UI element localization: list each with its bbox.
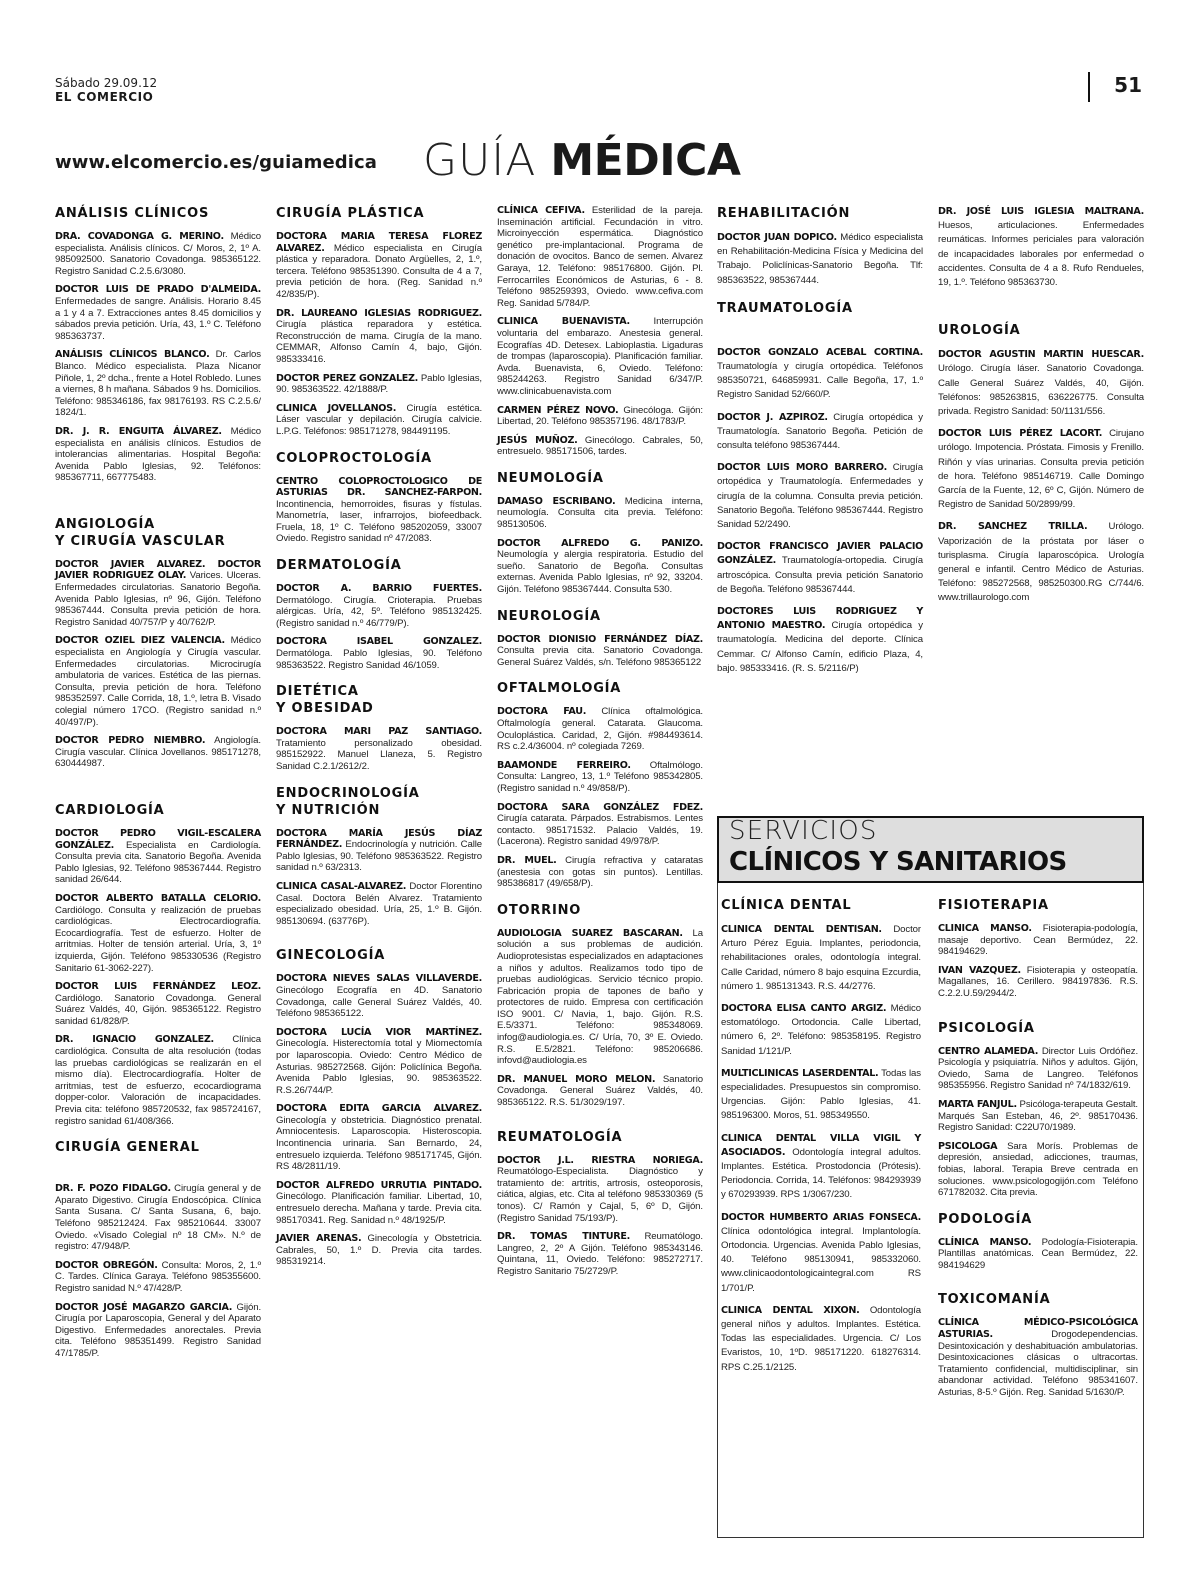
listing-name: DR. TOMAS TINTURE.	[497, 1231, 630, 1243]
section-heading-rehabilitacion: REHABILITACIÓN	[717, 206, 851, 221]
listing-entry	[497, 706, 703, 752]
page-title-bold: MÉDICA	[550, 135, 741, 186]
listing-name: DRA. COVADONGA G. MERINO.	[55, 231, 224, 242]
section-heading-line: DIETÉTICA	[276, 684, 359, 700]
section-heading-cirugia-general: CIRUGÍA GENERAL	[55, 1140, 200, 1156]
listing-name: CLINICA CASAL-ALVAREZ.	[276, 880, 407, 892]
section-heading-toxicomania: TOXICOMANÍA	[938, 1292, 1051, 1308]
listing-details: Psicóloga-terapeuta Gestalt. Marqués San Esteban, 46, 2º. 985170436. Registro Sanidad: C22U70/1989.	[938, 1098, 1138, 1134]
listing-entry	[497, 538, 703, 596]
listing-details: Cirugía ortopédica y Traumatología. Enfermedades y cirugía de la columna. Consulta previa petición. Sanatorio Begoña. Teléfono 985367444. Registro Sanidad 52/2490.	[717, 462, 923, 531]
listing-name: DOCTORA MARI PAZ SANTIAGO.	[276, 726, 482, 738]
listing-name: DOCTOR OBREGÓN.	[55, 1259, 158, 1271]
listing-group-cardiologia	[55, 828, 261, 1127]
listing-entry	[55, 1034, 261, 1127]
listing-name: DOCTORA EDITA GARCIA ALVAREZ.	[276, 1103, 482, 1115]
listing-details: Doctor Arturo Pérez Eguia. Implantes, periodoncia, rehabilitaciones orales, odontología integral. Calle Caridad, número 8 bajo esquina Ezcurdia, número 1. 985131343. R.S. 44/2776.	[721, 924, 921, 992]
listing-name: DOCTOR J. AZPIROZ.	[717, 411, 828, 423]
listing-name: DOCTORA MARÍA JESÚS DÍAZ FERNÁNDEZ.	[276, 827, 482, 851]
listing-entry	[938, 1046, 1138, 1092]
listing-details: Ginecología. Histerectomía total y Miomectomía por laparoscopia. Oviedo: Centro Médico de Asturias. 985272568. Gijón: Policlínica Begoña. Avenida Pablo Iglesias, 90. 985363522. R.S.26/744/P.	[276, 1038, 482, 1096]
listing-entry	[721, 1002, 921, 1059]
listing-group-ginecologia	[276, 973, 482, 1268]
listing-name: DOCTORA SARA GONZÁLEZ FDEZ.	[497, 801, 703, 813]
listing-name: DOCTOR GONZALO ACEBAL CORTINA.	[717, 346, 923, 358]
section-heading-line: Y CIRUGÍA VASCULAR	[55, 533, 226, 549]
listing-entry	[55, 284, 261, 342]
listing-entry	[55, 981, 261, 1027]
listing-name: DOCTOR LUIS PÉREZ LACORT.	[938, 428, 1103, 440]
listing-name: DOCTOR A. BARRIO FUERTES.	[276, 583, 482, 595]
listing-entry	[497, 760, 703, 795]
listing-details: Director Luis Ordóñez. Psicología y psiquiatría. Niños y adultos. Gijón, Oviedo, Sama de Langreo. Teléfonos 985355956. Registro Sanidad nº 74/1832/619.	[938, 1045, 1139, 1092]
listing-entry	[721, 1304, 921, 1375]
listing-name: DOCTOR LUIS FERNÁNDEZ LEOZ.	[55, 981, 261, 993]
services-column-2	[938, 897, 1138, 1406]
section-heading-analisis: ANÁLISIS CLÍNICOS	[55, 206, 210, 221]
listing-group-cirugia-plastica	[276, 231, 482, 438]
listing-name: DOCTOR AGUSTIN MARTIN HUESCAR.	[938, 349, 1144, 361]
listing-name: CLINICA DENTAL XIXON.	[721, 1304, 860, 1316]
listing-entry	[55, 828, 261, 886]
listing-entry	[497, 435, 703, 458]
listing-details: Cirujano urólogo. Impotencia. Próstata. Fimosis y Frenillo. Riñón y vías urinarias. Consulta previa petición de hora. Teléfono 985146719. Calle Domingo García de la Fuente, 12, 6º C, Gijón. Número de Registro de Sanidad 50/2899/99.	[938, 428, 1145, 511]
listing-name: CLINICA JOVELLANOS.	[276, 402, 397, 414]
listing-name: CLINICA MANSO.	[938, 923, 1032, 934]
listing-details: Cirugía general y de Aparato Digestivo. Cirugía Endoscópica. Clínica Santa Susana. C/ Santa Susana, 6, bajo. Teléfono 985212424. Fax 985210644. 33007 Oviedo. «Visado Colegial nº 18 CM». N.º de registro: 47/948/P.	[55, 1183, 261, 1253]
section-heading-urologia: UROLOGÍA	[938, 323, 1021, 339]
listing-group-dietetica	[276, 726, 482, 772]
listing-group-analisis	[55, 231, 261, 484]
listing-entry	[721, 923, 921, 994]
listing-details: Neumología y alergia respiratoria. Estudio del sueño. Sanatorio de Begoña. Consultas externas. Avenida Pablo Iglesias, nº 92, 33204. Gijón. Teléfono 985367444. Consulta 530.	[497, 549, 703, 596]
listing-details: Médico especialista en Cirugía plástica y reparadora. Donato Argüelles, 2, 1.º, tercera. Teléfono 985351390. Consulta de 4 a 7, previa petición de hora. (Reg. Sanidad n.º 42/835/P).	[276, 242, 482, 300]
listing-name: CLÍNICA MANSO.	[938, 1236, 1032, 1248]
listing-entry	[276, 583, 482, 629]
listing-group-angiologia	[55, 559, 261, 770]
listing-details: Cirugía catarata. Párpados. Estrabismos. Lentes contacto. 985171532. Palacio Valdés, 19. (Lacerona). Registro sanidad 49/978/P.	[497, 813, 703, 848]
listing-details: Dermatólogo. Cirugía. Crioterapia. Pruebas alérgicas. Uría, 42, 5º. Teléfono 985132425. (Registro sanidad n.º 46/779/P).	[276, 594, 482, 629]
section-heading-line: Y NUTRICIÓN	[276, 802, 381, 818]
listing-details: Médico especialista en Rehabilitación-Medicina Física y Medicina del Trabajo. Policlínicas-Sanatorio Begoña. Tlf: 985363522, 985367444.	[717, 232, 923, 286]
listing-details: Angiología. Cirugía vascular. Clínica Jovellanos. 985171278, 630444987.	[55, 735, 261, 770]
listing-details: Gijón. Cirugía por Laparoscopia, General y del Aparato Digestivo. Enfermedades anorectales. Previa cita. Teléfono 985351499. Registro Sanidad 47/1785/P.	[55, 1301, 262, 1359]
listing-details: Oftalmólogo. Consulta: Langreo, 13, 1.º Teléfono 985342805. (Registro sanidad n.º 49/858/P).	[497, 759, 703, 794]
listing-entry	[276, 973, 482, 1019]
listing-entry	[276, 1233, 482, 1268]
listing-details: Esterilidad de la pareja. Inseminación artificial. Fecundación in vitro. Microinyección espermática. Diagnóstico genético pre-implantacional. Programa de donación de ovocitos. Banco de semen. Alvarez Garaya, 12. Teléfono: 985176800. Gijón. Pl. Ferrocarriles Económicos de Asturias, 6 - 8. Teléfono 985259393, Oviedo. www.cefiva.com Reg. Sanidad 5/784/P.	[497, 205, 703, 309]
section-heading-reumatologia: REUMATOLOGÍA	[497, 1129, 623, 1145]
listing-entry	[938, 965, 1138, 1000]
section-heading-oftalmologia: OFTALMOLOGÍA	[497, 681, 622, 697]
section-heading-line: ANGIOLOGÍA	[55, 516, 155, 532]
listing-details: Odontología integral adultos. Implantes. Estética. Prostodoncia (Prótesis). Periodoncia. Corrida, 14. Teléfonos: 984293939 y 670293939. RPS 1/3067/230.	[721, 1146, 921, 1201]
section-heading-podologia: PODOLOGÍA	[938, 1211, 1033, 1227]
listing-details: Cardiólogo. Consulta y realización de pruebas cardiológicas. Electrocardiografía. Ecocardiografía. Test de esfuerzo. Holter de arritmias. Holter de tensión arterial. Uría, 3, 1º izquierda, Gijón. Teléfono 985330536 (Registro Sanitario 61-3062-227).	[55, 904, 261, 974]
listing-details: Médico estomatólogo. Ortodoncia. Calle Libertad, número 6, 2º. Teléfono: 985358195. Registro Sanidad 1/121/P.	[721, 1003, 921, 1057]
listing-entry	[721, 1211, 921, 1296]
listing-entry	[717, 346, 923, 403]
listing-details: Enfermedades de sangre. Análisis. Horario 8.45 a 1 y 4 a 7. Extracciones antes 8.45 domicilios y sábados previa petición. Uría, 43, 1.º C. Teléfono 985363737.	[55, 295, 261, 342]
listing-details: Traumatología y cirugía ortopédica. Teléfonos 985350721, 646859931. Calle Begoña, 17, 1.º Registro Sanidad 52/660/P.	[717, 361, 923, 401]
listing-group-toxicomania	[938, 1317, 1138, 1398]
page-number: 51	[1114, 73, 1142, 97]
masthead-divider	[1088, 72, 1090, 102]
listing-entry	[721, 1132, 921, 1203]
listing-name: DOCTOR LUIS DE PRADO D'ALMEIDA.	[55, 284, 261, 296]
listing-details: Endocrinología y nutrición. Calle Pablo Iglesias, 90. Teléfono 985363522. Registro sanidad n.º 63/2313.	[276, 839, 482, 874]
listing-name: DOCTORA ELISA CANTO ARGIZ.	[721, 1003, 887, 1015]
services-column-1	[721, 897, 921, 1383]
page-title	[423, 136, 740, 186]
spacer	[717, 326, 923, 346]
services-banner	[717, 816, 1144, 883]
masthead	[55, 73, 1145, 106]
listing-entry	[497, 855, 703, 890]
section-heading-traumatologia: TRAUMATOLOGÍA	[717, 300, 853, 316]
listing-entry	[55, 735, 261, 770]
listing-group-neurologia	[497, 634, 703, 669]
page-title-light: GUÍA	[423, 135, 537, 186]
listing-entry	[55, 426, 261, 484]
listing-entry	[55, 349, 261, 419]
listing-entry	[938, 205, 1144, 290]
section-heading-endocrinologia	[276, 785, 482, 819]
listing-details: Reumatólogo-Especialista. Diagnóstico y tratamiento de: artritis, artrosis, osteoporosis, ciática, algias, etc. Cita al teléfono 985330369 (5 tonos). C/ Ramón y Cajal, 5, 6º D, Gijón. (Registro Sanidad 75/193/P).	[497, 1166, 703, 1224]
listing-name: DOCTOR J.L. RIESTRA NORIEGA.	[497, 1154, 703, 1166]
section-heading-cirugia-plastica: CIRUGÍA PLÁSTICA	[276, 206, 425, 221]
issue-date: Sábado 29.09.12	[55, 76, 158, 90]
listing-group-dermatologia	[276, 583, 482, 671]
listing-name: DOCTOR DIONISIO FERNÁNDEZ DÍAZ.	[497, 633, 703, 645]
listing-details: Tratamiento personalizado obesidad. 985152922. Manuel Llaneza, 5. Registro Sanidad C.2.1/2612/2.	[276, 737, 482, 772]
listing-details: Reumatólogo. Langreo, 2, 2º A Gijón. Teléfono 985343146. Quintana, 11, Oviedo. Teléfono: 985272717. Registro Sanitario 75/2729/P.	[497, 1231, 703, 1277]
listing-details: Incontinencia, hemorroides, fisuras y fístulas. Manometría, laser, infrarrojos, biofeedback. Fruela, 18, 1º C. Teléfono 985202059, 33007 Oviedo. Registro sanidad nº 47/2083.	[276, 498, 482, 545]
listing-details: Cirugía plástica reparadora y estética. Reconstrucción de mama. Cirugía de la mano. CEMMAR, Alfonso Camín 4, bajo, Gijón. 985333416.	[276, 319, 482, 365]
listing-entry	[55, 893, 261, 974]
listing-entry	[497, 405, 703, 428]
listing-details: Cirugía ortopédica y Traumatología. Sanatorio Begoña. Petición de consulta teléfono 985367444.	[717, 411, 923, 452]
listing-name: BAAMONDE FERREIRO.	[497, 759, 631, 771]
listing-details: Médico especialista. Análisis clínicos. C/ Moros, 2, 1º A. 985092500. Sanatorio Covadonga. 985365122. Registro Sanidad C.2.5.6/3080.	[55, 231, 261, 277]
listing-details: Urólogo. Cirugía láser. Sanatorio Covadonga. Calle General Suárez Valdés, 40, Gijón. Teléfonos: 985263815, 636226775. Consulta privada. Registro Sanidad: 50/1131/556.	[938, 363, 1144, 418]
listing-name: JAVIER ARENAS.	[276, 1233, 362, 1245]
section-heading-line: ENDOCRINOLOGÍA	[276, 785, 420, 801]
listing-group-reumatologia	[497, 1155, 703, 1278]
column-5	[938, 205, 1144, 614]
section-heading-psicologia: PSICOLOGÍA	[938, 1020, 1035, 1036]
listing-details: Clínica cardiológica. Consulta de alta resolución (todas las pruebas cardiológicas se realizarán en el mismo día). Electrocardiografía. Holter de arritmias, test de esfuerzo, ecocardiograma dopper-color. Valoración de incapacidades. Previa cita: teléfono 985720532, fax 985724167, registro sanidad 61/408/366.	[55, 1034, 261, 1127]
listing-entry	[55, 1260, 261, 1295]
listing-entry	[497, 1074, 703, 1109]
listing-group-neumologia	[497, 496, 703, 596]
listing-details: Drogodependencias. Desintoxicación y deshabituación ambulatorias. Desintoxicaciones clásicas o ultracortas. Tratamiento confidencial, multidisciplinar, sin abandonar actividad. Teléfono 985341607. Asturias, 8-5.º Gijón. Reg. Sanidad 5/1630/P.	[938, 1329, 1138, 1399]
listing-name: DOCTORA ISABEL GONZALEZ.	[276, 636, 482, 648]
listing-details: Clínica odontológica integral. Implantología. Ortodoncia. Urgencias. Avenida Pablo Iglesias, 40. Teléfono 985130941, 985332060. www.clinicaodontologicaintegral.com RS 1/701/P.	[721, 1225, 921, 1294]
listing-name: DOCTOR LUIS MORO BARRERO.	[717, 462, 887, 474]
section-heading-line: Y OBESIDAD	[276, 701, 374, 717]
listing-entry	[497, 928, 703, 1067]
column-1	[55, 205, 261, 1367]
listing-details: Traumatología-ortopedia. Cirugía artroscópica. Consulta previa petición Sanatorio de Begoña. Teléfono 985367444.	[717, 555, 923, 595]
listing-entry	[276, 881, 482, 927]
listing-name: DR. MANUEL MORO MELON.	[497, 1073, 656, 1085]
services-banner-line-1: SERVICIOS	[729, 816, 878, 846]
listing-entry	[717, 461, 923, 532]
listing-details: Ginecóloga. Gijón: Libertad, 20. Teléfono 985357196. 48/1783/P.	[497, 404, 703, 428]
listing-name: DOCTOR PEDRO VIGIL-ESCALERA GONZÁLEZ.	[55, 827, 261, 851]
listing-details: Especialista en Cardiología. Consulta previa cita. Sanatorio Begoña. Avenida Pablo Iglesias, 92. Teléfono 985367444. Registro sanidad 26/644.	[55, 839, 261, 886]
listing-name: PSICOLOGA	[938, 1140, 998, 1152]
listing-name: DOCTORES LUIS RODRIGUEZ Y ANTONIO MAESTRO.	[717, 606, 923, 632]
listing-entry	[497, 634, 703, 669]
listing-details: Cirugía refractiva y cataratas (anestesia con gotas sin puntos). Lentillas. 985386817 (49/658/P).	[497, 854, 703, 890]
column-2	[276, 205, 482, 1275]
listing-details: Médico especialista en Angiología y Cirugía vascular. Enfermedades circulatorias. Microcirugía ambulatoria de varices. Estética de las piernas. Consulta, previa petición de hora. Teléfono 985352597. Calle Corrida, 18, 1.º, letra B. Visado colegial número 17CO. (Registro sanidad n.º 40/497/P).	[55, 635, 261, 728]
listing-name: CLINICA DENTAL VILLA VIGIL Y ASOCIADOS.	[721, 1132, 921, 1158]
listing-group-psicologia	[938, 1046, 1138, 1199]
listing-name: DOCTOR HUMBERTO ARIAS FONSECA.	[721, 1211, 921, 1223]
column-4	[717, 205, 923, 684]
column-3	[497, 205, 703, 1285]
listing-name: DOCTOR FRANCISCO JAVIER PALACIO GONZÁLEZ.	[717, 541, 923, 567]
listing-entry	[276, 403, 482, 438]
listing-entry	[276, 373, 482, 396]
listing-name: ANÁLISIS CLÍNICOS BLANCO.	[55, 349, 210, 361]
section-heading-otorrino: OTORRINO	[497, 902, 582, 918]
listing-name: DOCTOR ALBERTO BATALLA CELORIO.	[55, 892, 261, 904]
listing-entry	[497, 802, 703, 848]
listing-details: Dermatóloga. Pablo Iglesias, 90. Teléfono 985363522. Registro Sanidad 46/1059.	[276, 648, 482, 671]
listing-name: CLÍNICA CEFIVA.	[497, 205, 585, 216]
listing-entry	[276, 828, 482, 874]
listing-name: MARTA FANJUL.	[938, 1098, 1017, 1110]
listing-entry	[717, 411, 923, 454]
listing-entry	[55, 1183, 261, 1253]
section-heading-dietetica	[276, 683, 482, 717]
listing-name: DOCTOR JOSÉ MAGARZO GARCIA.	[55, 1301, 233, 1313]
listing-name: DR. SANCHEZ TRILLA.	[938, 521, 1088, 533]
listing-name: DOCTORA NIEVES SALAS VILLAVERDE.	[276, 973, 482, 985]
listing-entry	[938, 1317, 1138, 1398]
listing-group-urologia	[938, 348, 1144, 605]
listing-entry	[497, 1231, 703, 1277]
listing-details: Consulta previa cita. Sanatorio Covadonga. General Suárez Valdés, s/n. Teléfono 985365122	[497, 645, 703, 668]
listing-details: Ginecólogo. Cabrales, 50, entresuelo. 985171506, tardes.	[497, 434, 703, 458]
listing-details: Cirugía ortopédica y traumatología. Medicina del deporte. Clínica Cemmar. C/ Alfonso Camín, edificio Plaza, 4, bajo. 985333416. (R. S. 5/2116/P)	[717, 620, 923, 674]
listing-name: DOCTOR JAVIER ALVAREZ. DOCTOR JAVIER RODRIGUEZ OLAY.	[55, 558, 261, 582]
listing-entry	[497, 316, 703, 397]
newspaper-name: EL COMERCIO	[55, 90, 154, 104]
listing-name: DR. F. POZO FIDALGO.	[55, 1183, 171, 1195]
listing-entry	[938, 1099, 1138, 1134]
listing-details: Dr. Carlos Blanco. Médico especialista. Plaza Nicanor Piñole, 1, 2º dcha., frente a Hotel Robledo. Lunes a viernes, 8 h mañana. Sábados 9 hs. Domicilios. Teléfono: 985346186, fax 98176193. RS C.2.5.6/ 1824/1.	[55, 349, 261, 419]
listing-name: DR. IGNACIO GONZALEZ.	[55, 1034, 214, 1046]
listing-entry	[276, 1027, 482, 1097]
listing-entry	[276, 1180, 482, 1226]
listing-group-podologia	[938, 1237, 1138, 1272]
listing-entry	[717, 540, 923, 597]
listing-entry	[276, 1103, 482, 1173]
listing-group-rehabilitacion	[717, 231, 923, 288]
listing-name: DOCTOR PEREZ GONZALEZ.	[276, 372, 419, 384]
section-heading-coloproctologia: COLOPROCTOLOGÍA	[276, 450, 432, 466]
listing-details: Interrupción voluntaria del embarazo. Anestesia general. Ecografías 4D. Detesex. Labioplastia. Ligaduras de trompas (laparoscopia). Planificación familiar. Avda. Buenavista, 6, Oviedo. Teléfono: 985244263. Registro Sanidad 6/347/P. www.clinicabuenavista.com	[497, 316, 703, 397]
spacer	[55, 1165, 261, 1183]
listing-group-fisioterapia	[938, 923, 1138, 1000]
listing-name: DOCTOR OZIEL DIEZ VALENCIA.	[55, 635, 225, 647]
listing-entry	[55, 635, 261, 728]
listing-name: CENTRO COLOPROCTOLOGICO DE ASTURIAS DR. SANCHEZ-FARPON.	[276, 475, 482, 499]
listing-name: CENTRO ALAMEDA.	[938, 1045, 1039, 1057]
listing-name: DOCTORA FAU.	[497, 706, 587, 718]
listing-entry	[717, 231, 923, 288]
section-heading-clinica-dental: CLÍNICA DENTAL	[721, 898, 852, 913]
listing-entry	[276, 231, 482, 301]
section-heading-dermatologia: DERMATOLOGÍA	[276, 558, 402, 574]
listing-details: Cardiólogo. Sanatorio Covadonga. General Suárez Valdés, 40, Gijón. 985365122. Registro sanidad 61/828/P.	[55, 992, 261, 1027]
listing-details: Clínica oftalmológica. Oftalmología general. Catarata. Glaucoma. Oculoplástica. Caridad, 2, Gijón. #984493614. RS c.2.4/36004. nº colegiada 7269.	[497, 706, 703, 753]
listing-group-coloproctologia	[276, 476, 482, 546]
listing-group-endocrinologia	[276, 828, 482, 928]
listing-group-clinica-dental	[721, 923, 921, 1375]
services-banner-line-2: CLÍNICOS Y SANITARIOS	[729, 847, 1067, 877]
section-heading-ginecologia: GINECOLOGÍA	[276, 948, 386, 964]
listing-name: DAMASO ESCRIBANO.	[497, 495, 616, 507]
listing-entry	[938, 520, 1144, 605]
listing-group-oftalmologia	[497, 706, 703, 889]
listing-entry	[497, 205, 703, 309]
listing-name: CLINICA DENTAL DENTISAN.	[721, 924, 882, 935]
listing-entry	[276, 636, 482, 671]
listing-entry	[717, 605, 923, 676]
listing-entry	[497, 496, 703, 531]
listing-name: CLINICA BUENAVISTA.	[497, 316, 630, 328]
listing-group-trauma-cont	[938, 205, 1144, 290]
listing-details: Sanatorio Covadonga. General Suárez Valdés, 40. 985365122. R.S. 51/3029/197.	[497, 1073, 704, 1109]
listing-group-traumatologia	[717, 346, 923, 676]
listing-name: MULTICLINICAS LASERDENTAL.	[721, 1067, 879, 1079]
listing-group-otorrino	[497, 928, 703, 1109]
listing-entry	[276, 308, 482, 366]
listing-name: DOCTORA LUCÍA VIOR MARTÍNEZ.	[276, 1026, 482, 1038]
listing-name: DR. JOSÉ LUIS IGLESIA MALTRANA.	[938, 206, 1144, 217]
section-heading-fisioterapia: FISIOTERAPIA	[938, 898, 1049, 913]
guide-url-link[interactable]: www.elcomercio.es/guiamedica	[55, 152, 378, 173]
listing-details: Fisioterapia-podología, masaje deportivo. Cean Bermúdez, 22. 984194629.	[938, 923, 1138, 958]
listing-name: DOCTOR PEDRO NIEMBRO.	[55, 735, 206, 747]
listing-entry	[938, 1141, 1138, 1199]
listing-details: Huesos, articulaciones. Enfermedades reumáticas. Informes periciales para valoración de incapacidades laborales por enfermedad o accidentes. Consulta de 4 a 8. Rufo Rendueles, 19, 1.º. Teléfono 985363730.	[938, 220, 1144, 289]
section-heading-cardiologia: CARDIOLOGÍA	[55, 802, 165, 818]
listing-entry	[276, 476, 482, 546]
listing-entry	[938, 348, 1144, 419]
listing-name: DOCTOR ALFREDO G. PANIZO.	[497, 537, 703, 549]
listing-name: IVAN VAZQUEZ.	[938, 964, 1021, 976]
section-heading-neumologia: NEUMOLOGÍA	[497, 470, 604, 486]
listing-details: Fisioterapia y osteopatía. Magallanes, 16. Cerillero. 984197836. R.S. C.2.2.U.59/2944/2.	[938, 964, 1138, 999]
listing-details: Urólogo. Vaporización de la próstata por láser o turisplasma. Cirugía laparoscópica. Urología general e infantil. Centro Médico de Asturias. Teléfono: 985272568, 985250300.RG C/744/6. www.trillaurologo.com	[938, 521, 1145, 604]
listing-entry	[497, 1155, 703, 1225]
listing-entry	[55, 1302, 261, 1360]
listing-entry	[938, 1237, 1138, 1272]
listing-name: DR. J. R. ENGUITA ÁLVAREZ.	[55, 425, 222, 437]
listing-name: AUDIOLOGIA SUAREZ BASCARAN.	[497, 927, 683, 939]
listing-details: Medicina interna, neumología. Consulta cita previa. Teléfono: 985130506.	[497, 495, 703, 531]
listing-details: Consulta: Moros, 2, 1.º C. Tardes. Clínica Garaya. Teléfono 985355600. Registro sanidad N.º 47/428/P.	[55, 1259, 261, 1294]
listing-entry	[938, 427, 1144, 512]
section-title-row	[55, 135, 1145, 190]
listing-name: DOCTOR ALFREDO URRUTIA PINTADO.	[276, 1179, 482, 1191]
listing-name: CARMEN PÉREZ NOVO.	[497, 404, 619, 416]
listing-details: Cirugía estética. Láser vascular y depilación. Cirugía calvicie. L.P.G. Teléfonos: 985171278, 984491195.	[276, 402, 483, 437]
listing-name: DOCTORA MARIA TERESA FLOREZ ALVAREZ.	[276, 231, 482, 254]
listing-details: Sara Morís. Problemas de depresión, ansiedad, adicciones, traumas, fobias, laboral. Terapia Breve centrada en soluciones. www.psicologogijón.com Teléfono 671782032. Cita previa.	[938, 1140, 1138, 1199]
listing-entry	[938, 923, 1138, 958]
listing-name: DR. MUEL.	[497, 854, 557, 866]
listing-name: DR. LAUREANO IGLESIAS RODRIGUEZ.	[276, 307, 482, 319]
listing-name: JESÚS MUÑOZ.	[497, 434, 578, 446]
listing-details: Todas las especialidades. Presupuestos sin compromiso. Urgencias. Gijón: Pablo Iglesias, 41. 985196300. Moros, 51. 985349550.	[721, 1067, 921, 1122]
listing-entry	[721, 1067, 921, 1124]
listing-name: DOCTOR JUAN DOPICO.	[717, 232, 837, 243]
listing-entry	[276, 726, 482, 772]
listing-details: Varices. Ulceras. Enfermedades circulatorias. Sanatorio Begoña. Avenida Pablo Iglesias, nº 96, Gijón. Teléfono 985367444. Consulta previa petición de hora. Registro Sanidad 40/757/P y 40/762/P.	[55, 570, 261, 628]
listing-entry	[55, 231, 261, 277]
listing-group-ginecologia-cont	[497, 205, 703, 458]
listing-details: La solución a sus problemas de audición. Audioprotesistas especializados en adaptaciones a niños y adultos. Realizamos todo tipo de pruebas audiológicas. Servicio técnico propio. Fabricación propia de tapones de baño y protectores de ruido. Empresa con certificación ISO 9001. C/ Navia, 1, bajo. Gijón. R.S. E.5/3371. Teléfono: 985348069. infog@audiologia.es. C/ Uría, 70, 3º E. Oviedo. R.S. E.5/2821. Teléfono: 985206686. infovd@audiologia.es	[497, 927, 704, 1067]
listing-name: CLÍNICA MÉDICO-PSICOLÓGICA ASTURIAS.	[938, 1317, 1138, 1341]
listing-details: Odontología general niños y adultos. Implantes. Estética. Todas las especialidades. Urgencia. C/ Los Evaristos, 10, 1ºD. 985171220. 618276314. RPS C.25.1/2125.	[721, 1304, 921, 1373]
section-heading-angiologia	[55, 516, 261, 550]
listing-details: Ginecología y Obstetricia. Cabrales, 50, 1.º D. Previa cita tardes. 985319214.	[276, 1233, 482, 1268]
listing-details: Ginecólogo Ecografía en 4D. Sanatorio Covadonga, calle General Suárez Valdés, 40. Teléfono 985365122.	[276, 984, 482, 1020]
listing-details: Ginecólogo. Planificación familiar. Libertad, 10, entresuelo derecha. Mañana y tarde. Previa cita. 985170341. Reg. Sanidad n.º 48/1925/P.	[276, 1191, 482, 1226]
listing-details: Médico especialista en análisis clínicos. Estudios de intolerancias alimentarias. Hospital Begoña: Avenida Pablo Iglesias, 92. Teléfonos: 985367711, 667775483.	[55, 425, 261, 484]
listing-details: Pablo Iglesias, 90. 985363522. 42/1888/P.	[276, 372, 482, 396]
listing-group-cirugia-general	[55, 1183, 261, 1359]
listing-details: Ginecología y obstetricia. Diagnóstico prenatal. Amniocentesis. Laparoscopia. Histeroscopia. Incontinencia urinaria. San Bernardo, 24, entresuelo izquierda. Teléfono 985171745, Gijón. RS 48/2811/19.	[276, 1114, 482, 1173]
listing-entry	[55, 559, 261, 629]
listing-details: Podología-Fisioterapia. Plantillas anatómicas. Cean Bermúdez, 22. 984194629	[938, 1236, 1138, 1271]
section-heading-neurologia: NEUROLOGÍA	[497, 608, 601, 624]
listing-details: Doctor Florentino Casal. Doctora Belén Alvarez. Tratamiento especializado obesidad. Uría, 25, 1.º B. Gijón. 985130694. (63776P).	[276, 880, 482, 927]
